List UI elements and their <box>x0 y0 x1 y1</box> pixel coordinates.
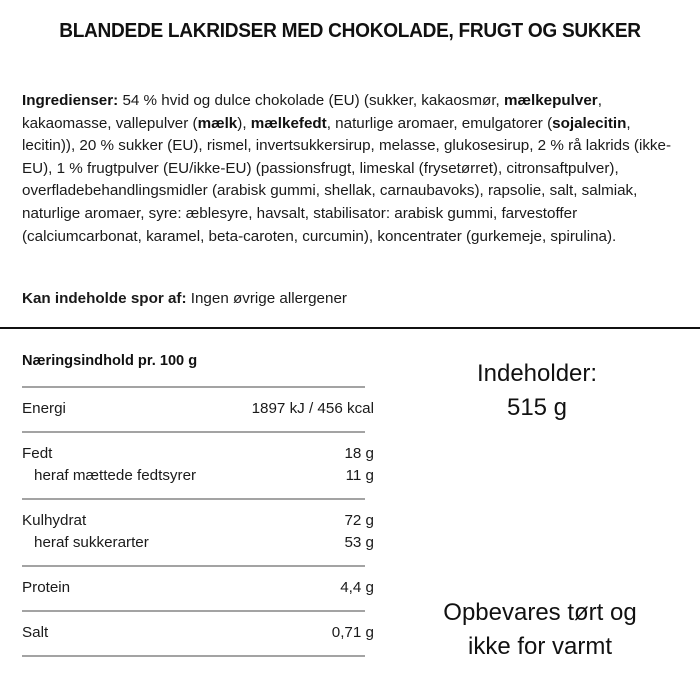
storage-line-1: Opbevares tørt og <box>443 599 637 626</box>
nutrition-group-carbs <box>22 500 374 565</box>
table-row <box>22 532 374 554</box>
ingredients-seg: ), <box>237 114 251 132</box>
storage-line-2: ikke for varmt <box>467 633 613 660</box>
row-value: 72 g <box>344 512 374 529</box>
ingredients-seg: , kakaomasse, vallepulver ( <box>22 92 602 132</box>
table-divider <box>22 655 365 657</box>
table-row <box>22 398 374 420</box>
traces-value: Ingen øvrige allergener <box>186 290 347 307</box>
nutrition-header: Næringsindhold pr. 100 g <box>22 353 198 369</box>
row-label: heraf sukkerarter <box>34 534 149 551</box>
row-value: 53 g <box>344 534 374 551</box>
row-value: 1897 kJ / 456 kcal <box>251 400 374 417</box>
net-weight-label: Indeholder: <box>476 360 598 387</box>
allergen-milk-fat: mælkefedt <box>250 114 327 132</box>
row-value: 11 g <box>345 467 374 484</box>
net-weight <box>430 357 644 425</box>
storage-instructions <box>410 596 670 664</box>
table-row <box>22 577 374 599</box>
traces-text <box>22 288 347 310</box>
product-title: BLANDEDE LAKRIDSER MED CHOKOLADE, FRUGT OG SUKKER <box>59 19 641 42</box>
table-row <box>22 465 374 487</box>
table-row <box>22 510 374 532</box>
ingredients-seg: , naturlige aromaer, emulgatorer ( <box>326 114 553 132</box>
nutrition-group-salt <box>22 612 374 655</box>
net-weight-value: 515 g <box>506 394 568 421</box>
ingredients-text <box>22 90 687 248</box>
allergen-milk: mælk <box>197 114 238 132</box>
allergen-milk-powder: mælkepulver <box>504 92 598 109</box>
traces-label: Kan indeholde spor af: <box>22 290 187 307</box>
row-label: heraf mættede fedtsyrer <box>34 467 197 484</box>
row-label: Fedt <box>22 445 53 462</box>
row-label: Protein <box>22 579 71 596</box>
section-divider <box>0 327 700 329</box>
row-value: 0,71 g <box>331 624 374 641</box>
table-row <box>22 622 374 644</box>
row-label: Energi <box>22 400 66 417</box>
allergen-soy-lecithin: sojalecitin <box>552 114 627 132</box>
nutrition-group-fat <box>22 433 374 498</box>
row-value: 18 g <box>344 445 374 462</box>
ingredients-seg: 54 % hvid og dulce chokolade (EU) (sukker, kakaosmør, <box>118 92 504 109</box>
row-value: 4,4 g <box>340 579 374 596</box>
row-label: Salt <box>22 624 49 641</box>
nutrition-group-protein <box>22 567 374 610</box>
ingredients-label: Ingredienser: <box>22 92 119 109</box>
nutrition-group-energy <box>22 388 374 431</box>
nutrition-table <box>22 351 374 657</box>
ingredients-seg: , lecitin)), 20 % sukker (EU), rismel, invertsukkersirup, melasse, glukosesirup, 2 % rå lakrids (ikke-EU), 1 % frugtpulver (EU/ikke-EU) (passionsfrugt, limeskal (frysetørret), citronsaftpulver), overfladebehandlingsmidler (arabisk gummi, shellak, carnaubavoks), rapsolie, salt, salmiak, naturlige aromaer, syre: æblesyre, havsalt, stabilisator: arabisk gummi, farvestoffer (calciumcarbonat, karamel, beta-caroten, curcumin), koncentrater (gurkemeje, spirulina). <box>22 114 672 245</box>
table-row <box>22 443 374 465</box>
row-label: Kulhydrat <box>22 512 87 529</box>
